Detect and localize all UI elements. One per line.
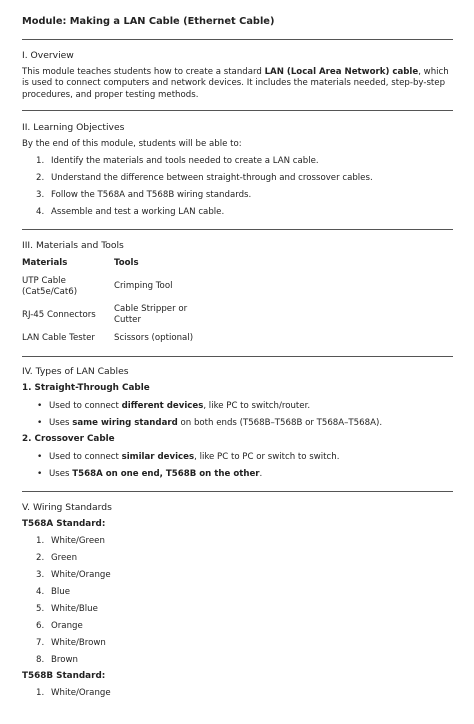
materials-heading: III. Materials and Tools <box>22 240 124 251</box>
material-cell: RJ-45 Connectors <box>22 310 96 320</box>
tool-cell: Cable Stripper or Cutter <box>114 304 188 326</box>
objective-number: 1. <box>36 156 45 166</box>
bullet-icon: • <box>37 452 43 462</box>
crossover-bullet <box>49 452 339 463</box>
wire-color: White/Orange <box>51 570 111 580</box>
objective-item: Follow the T568A and T568B wiring standards. <box>51 190 252 200</box>
wire-color: White/Brown <box>51 638 106 648</box>
types-heading: IV. Types of LAN Cables <box>22 366 129 377</box>
section-divider <box>22 491 453 492</box>
bullet-bold-text: same wiring standard <box>72 418 178 428</box>
objective-number: 3. <box>36 190 45 200</box>
overview-paragraph <box>22 67 452 101</box>
wire-number: 2. <box>36 553 45 563</box>
bullet-icon: • <box>37 418 43 428</box>
wire-color: Blue <box>51 587 71 597</box>
wire-number: 3. <box>36 570 45 580</box>
wire-number: 6. <box>36 621 45 631</box>
section-divider <box>22 39 453 40</box>
straight-through-bullet <box>49 418 382 429</box>
wire-color: White/Orange <box>51 688 111 698</box>
wire-color: White/Blue <box>51 604 98 614</box>
wire-color: Green <box>51 553 78 563</box>
bullet-text: Uses <box>49 469 73 479</box>
bullet-bold-text: T568A on one end, T568B on the other <box>72 469 260 479</box>
bullet-text: Used to connect <box>49 401 122 411</box>
wire-number: 1. <box>36 536 45 546</box>
section-divider <box>22 229 453 230</box>
objective-item: Assemble and test a working LAN cable. <box>51 207 225 217</box>
objectives-intro: By the end of this module, students will be able to: <box>22 139 242 149</box>
overview-text-bold: LAN (Local Area Network) cable <box>264 67 419 77</box>
material-cell: UTP Cable (Cat5e/Cat6) <box>22 276 78 298</box>
wire-number: 7. <box>36 638 45 648</box>
material-cell: LAN Cable Tester <box>22 333 95 343</box>
tool-cell: Crimping Tool <box>114 281 173 291</box>
bullet-icon: • <box>37 401 43 411</box>
bullet-bold-text: different devices <box>121 401 204 411</box>
bullet-text: , like PC to switch/router. <box>203 401 311 411</box>
tools-column-header: Tools <box>114 258 139 268</box>
crossover-bullet <box>49 469 262 480</box>
bullet-text: . <box>259 469 263 479</box>
straight-through-heading: 1. Straight-Through Cable <box>22 383 150 393</box>
wire-color: White/Green <box>51 536 105 546</box>
objective-item: Identify the materials and tools needed to create a LAN cable. <box>51 156 319 166</box>
wire-number: 1. <box>36 688 45 698</box>
straight-through-bullet <box>49 401 310 412</box>
materials-column-header: Materials <box>22 258 68 268</box>
bullet-text: Uses <box>49 418 73 428</box>
wire-number: 4. <box>36 587 45 597</box>
overview-text-before: This module teaches students how to create a standard <box>22 67 265 77</box>
objective-number: 2. <box>36 173 45 183</box>
objective-item: Understand the difference between straight-through and crossover cables. <box>51 173 373 183</box>
wire-color: Orange <box>51 621 83 631</box>
bullet-icon: • <box>37 469 43 479</box>
crossover-heading: 2. Crossover Cable <box>22 434 115 444</box>
bullet-text: Used to connect <box>49 452 122 462</box>
overview-text-after: , which is used to connect computers and network devices. It includes the materials needed, step-by-step procedures, and proper testing methods. <box>22 67 449 100</box>
t568b-heading: T568B Standard: <box>22 671 106 681</box>
section-divider <box>22 356 453 357</box>
objective-number: 4. <box>36 207 45 217</box>
overview-heading: I. Overview <box>22 50 74 61</box>
wiring-heading: V. Wiring Standards <box>22 502 112 513</box>
wire-color: Brown <box>51 655 78 665</box>
wire-number: 5. <box>36 604 45 614</box>
bullet-bold-text: similar devices <box>121 452 195 462</box>
t568a-heading: T568A Standard: <box>22 519 106 529</box>
bullet-text: , like PC to PC or switch to switch. <box>194 452 340 462</box>
objectives-heading: II. Learning Objectives <box>22 122 125 133</box>
document-title: Module: Making a LAN Cable (Ethernet Cable) <box>22 16 275 27</box>
wire-number: 8. <box>36 655 45 665</box>
bullet-text: on both ends (T568B–T568B or T568A–T568A). <box>177 418 383 428</box>
tool-cell: Scissors (optional) <box>114 333 194 343</box>
section-divider <box>22 110 453 111</box>
